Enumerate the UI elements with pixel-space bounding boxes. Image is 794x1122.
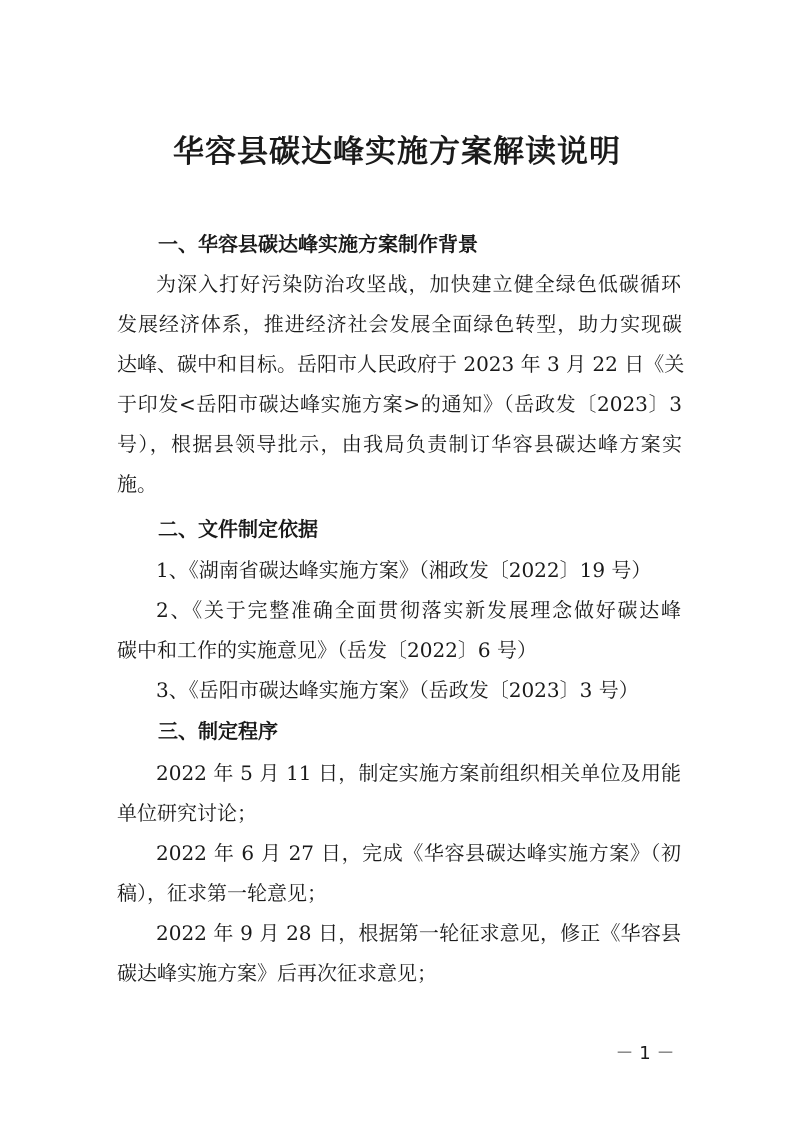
paragraph-line: 发展经济体系，推进经济社会发展全面绿色转型，助力实现碳 <box>117 312 682 336</box>
procedure-line: 稿），征求第一轮意见； <box>117 881 327 905</box>
paragraph-line: 于印发<岳阳市碳达峰实施方案>的通知》（岳政发〔2023〕3 <box>117 392 682 416</box>
section-heading-basis: 二、文件制定依据 <box>158 517 318 541</box>
basis-item: 3、《岳阳市碳达峰实施方案》（岳政发〔2023〕3 号） <box>156 678 639 702</box>
paragraph-line: 号），根据县领导批示，由我局负责制订华容县碳达峰方案实 <box>117 432 682 456</box>
procedure-line: 碳达峰实施方案》后再次征求意见； <box>117 961 437 985</box>
procedure-line: 2022 年 9 月 28 日，根据第一轮征求意见，修正《华容县 <box>156 921 681 945</box>
page-number: － 1 － <box>615 1043 675 1064</box>
section-heading-procedure: 三、制定程序 <box>158 719 278 743</box>
paragraph-line: 为深入打好污染防治攻坚战，加快建立健全绿色低碳循环 <box>156 272 681 296</box>
procedure-line: 2022 年 5 月 11 日，制定实施方案前组织相关单位及用能 <box>156 761 681 785</box>
procedure-line: 单位研究讨论； <box>117 801 257 825</box>
section-heading-background: 一、华容县碳达峰实施方案制作背景 <box>158 232 478 256</box>
basis-item-continuation: 碳中和工作的实施意见》（岳发〔2022〕6 号） <box>117 638 537 662</box>
basis-item: 1、《湖南省碳达峰实施方案》（湘政发〔2022〕19 号） <box>156 558 652 582</box>
paragraph-line: 达峰、碳中和目标。岳阳市人民政府于 2023 年 3 月 22 日《关 <box>117 352 685 376</box>
procedure-line: 2022 年 6 月 27 日，完成《华容县碳达峰实施方案》（初 <box>156 841 681 865</box>
basis-item: 2、《关于完整准确全面贯彻落实新发展理念做好碳达峰 <box>156 598 681 622</box>
paragraph-line: 施。 <box>117 472 157 496</box>
document-title: 华容县碳达峰实施方案解读说明 <box>173 134 621 170</box>
